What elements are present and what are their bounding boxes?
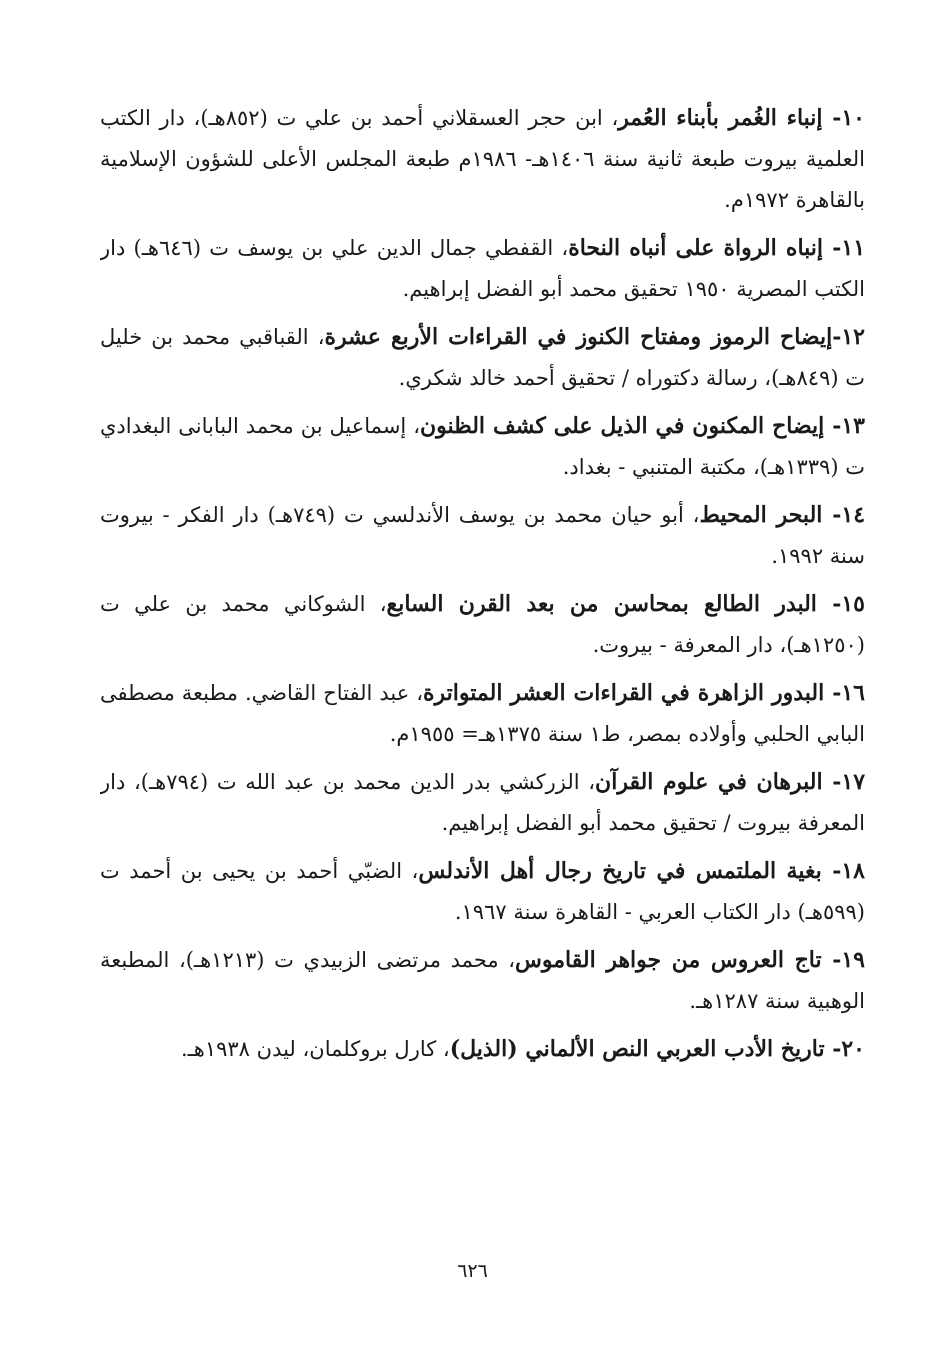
entry-title: ١٠- إنباء الغُمر بأبناء العُمر bbox=[618, 105, 865, 131]
entry-details: ، الشوكاني محمد بن علي ت (١٢٥٠هـ)، دار المعرفة - بيروت. bbox=[100, 592, 865, 657]
bibliography-entry bbox=[100, 1029, 865, 1111]
entry-title: ١٦- البدور الزاهرة في القراءات العشر المتواترة bbox=[423, 680, 865, 706]
bibliography-entry bbox=[100, 673, 865, 755]
bibliography-entry bbox=[100, 762, 865, 844]
entry-title: ١٢-إيضاح الرموز ومفتاح الكنوز في القراءات الأربع عشرة bbox=[324, 324, 865, 350]
bibliography-entry bbox=[100, 317, 865, 399]
entry-title: ٢٠- تاريخ الأدب العربي النص الألماني (الذيل) bbox=[449, 1036, 865, 1062]
bibliography-entry bbox=[100, 584, 865, 666]
bibliography-list bbox=[100, 98, 865, 1118]
bibliography-entry bbox=[100, 406, 865, 488]
entry-details: ، أبو حيان محمد بن يوسف الأندلسي ت (٧٤٩هـ) دار الفكر - بيروت سنة ١٩٩٢. bbox=[100, 503, 865, 568]
entry-title: ١٥- البدر الطالع بمحاسن من بعد القرن السابع bbox=[386, 591, 865, 617]
bibliography-entry bbox=[100, 228, 865, 310]
entry-title: ١٧- البرهان في علوم القرآن bbox=[595, 769, 865, 795]
entry-title: ١٨- بغية الملتمس في تاريخ رجال أهل الأندلس bbox=[418, 858, 865, 884]
bibliography-entry bbox=[100, 851, 865, 933]
bibliography-entry bbox=[100, 940, 865, 1022]
entry-title: ١١- إنباه الرواة على أنباه النحاة bbox=[568, 235, 865, 261]
entry-title: ١٤- البحر المحيط bbox=[699, 502, 865, 528]
entry-details: ، القفطي جمال الدين علي بن يوسف ت (٦٤٦هـ) دار الكتب المصرية ١٩٥٠ تحقيق محمد أبو الفضل إبراهيم. bbox=[100, 236, 865, 301]
entry-details: ، الزركشي بدر الدين محمد بن عبد الله ت (٧٩٤هـ)، دار المعرفة بيروت / تحقيق محمد أبو الفضل إبراهيم. bbox=[100, 770, 865, 835]
entry-details: ، كارل بروكلمان، ليدن ١٩٣٨هـ. bbox=[180, 1037, 450, 1061]
entry-details: ، الضبّي أحمد بن يحيى بن أحمد ت (٥٩٩هـ) دار الكتاب العربي - القاهرة سنة ١٩٦٧. bbox=[100, 859, 865, 924]
entry-title: ١٣- إيضاح المكنون في الذيل على كشف الظنون bbox=[419, 413, 865, 439]
entry-details: ، إسماعيل بن محمد البابانى البغدادي ت (١٣٣٩هـ)، مكتبة المتنبي - بغداد. bbox=[100, 414, 865, 479]
entry-details: ، محمد مرتضى الزبيدي ت (١٢١٣هـ)، المطبعة الوهبية سنة ١٢٨٧هـ. bbox=[100, 948, 865, 1013]
entry-details: ، القباقبي محمد بن خليل ت (٨٤٩هـ)، رسالة دكتوراه / تحقيق أحمد خالد شكري. bbox=[100, 325, 865, 390]
page-number: ٦٢٦ bbox=[457, 1260, 488, 1282]
entry-details: ، عبد الفتاح القاضي. مطبعة مصطفى البابي الحلبي وأولاده بمصر، ط١ سنة ١٣٧٥هـ= ١٩٥٥م. bbox=[100, 681, 865, 746]
entry-details: ، ابن حجر العسقلاني أحمد بن علي ت (٨٥٢هـ)، دار الكتب العلمية بيروت طبعة ثانية سنة ١٤٠٦هـ- ١٩٨٦م طبعة المجلس الأعلى للشؤون الإسلامية بالقاهرة ١٩٧٢م. bbox=[100, 106, 865, 212]
bibliography-entry bbox=[100, 98, 865, 221]
entry-title: ١٩- تاج العروس من جواهر القاموس bbox=[515, 947, 865, 973]
bibliography-entry bbox=[100, 495, 865, 577]
